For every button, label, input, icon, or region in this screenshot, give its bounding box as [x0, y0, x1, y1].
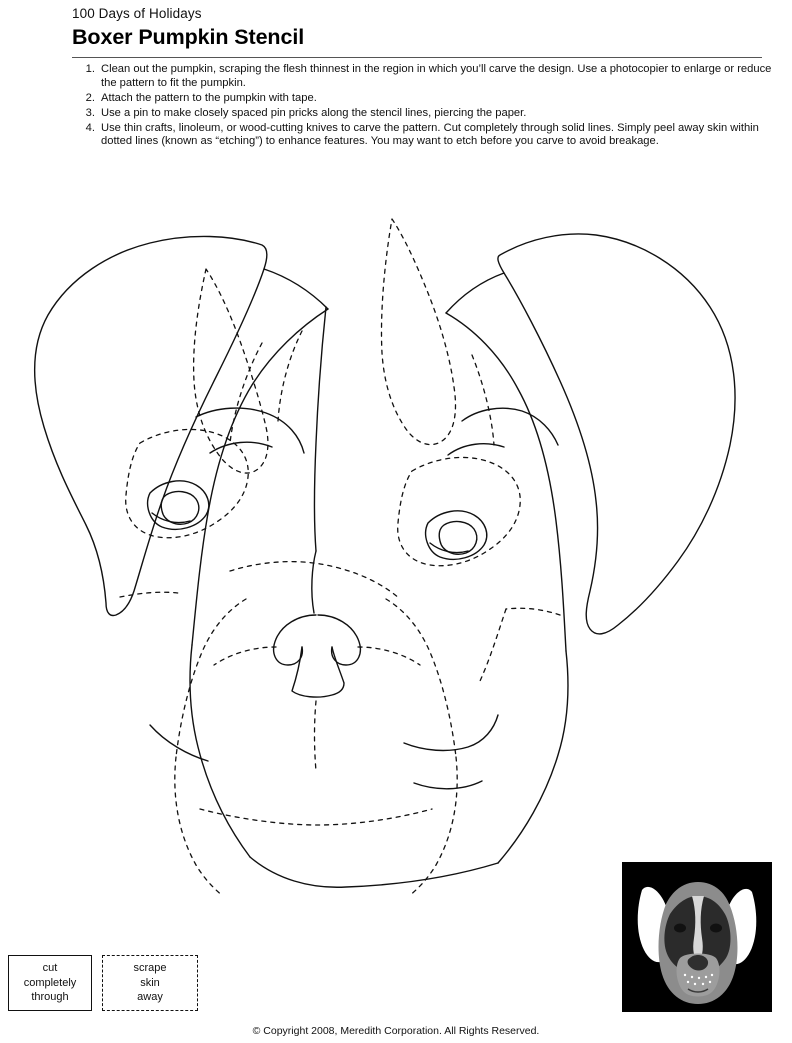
muzzle-bridge-line	[315, 307, 327, 551]
reference-photo	[622, 862, 772, 1012]
boxer-face-drawing	[0, 195, 792, 895]
right-cheek-fold	[414, 781, 482, 789]
legend-scrape-away	[102, 955, 198, 1011]
stencil-artwork	[0, 195, 792, 895]
photo-left-eye	[674, 924, 686, 933]
legend-cut-label	[9, 961, 91, 1005]
step-text: Use thin crafts, linoleum, or wood-cutting knives to carve the pattern. Cut completely through solid lines. Simply peel away skin within dotted lines (known as “etching”) to enhance features. You may want to etch before you carve to avoid breakage.	[101, 121, 759, 148]
right-brow-wrinkle	[462, 408, 558, 445]
copyright-notice: © Copyright 2008, Meredith Corporation. All Rights Reserved.	[252, 1025, 540, 1037]
forehead-left-etch-2	[278, 331, 302, 421]
nose-right-wing	[318, 615, 360, 665]
head-right-contour	[446, 313, 566, 651]
step-number: 3.	[85, 106, 95, 119]
step-text: Use a pin to make closely spaced pin pricks along the stencil lines, piercing the paper.	[101, 106, 527, 119]
header-divider	[72, 57, 762, 58]
right-brow-wrinkle-2	[448, 444, 504, 455]
step-text: Attach the pattern to the pumpkin with tape.	[101, 91, 317, 104]
right-whisker-pad-etch	[354, 757, 457, 895]
nose-left-wing	[274, 615, 316, 665]
right-eye-mask-etch	[398, 457, 521, 565]
left-whisker-pad-etch	[175, 757, 278, 895]
nose-right-etch	[358, 647, 420, 665]
step-number: 2.	[85, 91, 95, 104]
step-number: 1.	[85, 63, 95, 75]
right-inner-ear-etch	[381, 219, 455, 445]
nose-left-etch	[214, 647, 276, 665]
legend-scrape-line-3: away	[137, 991, 163, 1004]
right-ear-base-etch	[506, 608, 560, 615]
muzzle-mask-right-etch	[386, 599, 456, 757]
legend-cut-through	[8, 955, 92, 1011]
instructions-list	[78, 63, 778, 151]
legend-scrape-label	[103, 961, 197, 1005]
nose-bottom	[292, 647, 344, 697]
right-ear-outline	[498, 234, 735, 634]
right-cheek-etch	[480, 609, 506, 681]
legend-cut-line-3: through	[31, 991, 69, 1004]
legend-scrape-line-1: scrape	[133, 962, 167, 975]
forehead-right-etch	[472, 355, 494, 445]
step-text: Clean out the pumpkin, scraping the flesh thinnest in the region in which you’ll carve the design. Use a photocopier to enlarge or reduce the pattern to fit the pumpkin.	[101, 63, 772, 89]
muzzle-top-etch	[230, 562, 400, 599]
nose-bridge-connector	[312, 551, 316, 613]
left-brow-wrinkle	[196, 408, 304, 453]
chin-line	[250, 857, 498, 887]
left-eye-iris	[161, 492, 199, 525]
photo-right-eye	[710, 924, 722, 933]
legend-cut-line-1: cut	[42, 962, 58, 975]
list-item	[78, 107, 778, 121]
philtrum-etch	[315, 701, 317, 771]
boxer-photo-illustration	[622, 862, 772, 1012]
kicker-text: 100 Days of Holidays	[72, 6, 202, 21]
left-ear-base-etch	[120, 592, 178, 597]
right-eye-iris	[439, 522, 477, 555]
right-eye-lower-lid	[430, 543, 468, 553]
list-item	[78, 122, 778, 149]
left-jaw-line	[190, 645, 250, 857]
head-top-right-edge	[446, 273, 504, 313]
right-jaw-line	[498, 651, 568, 863]
list-item	[78, 92, 778, 106]
right-muzzle-fold	[404, 715, 498, 750]
page-title: Boxer Pumpkin Stencil	[72, 25, 305, 49]
head-left-contour	[192, 309, 328, 645]
legend-scrape-line-2: skin	[140, 976, 160, 989]
mouth-line-etch	[200, 809, 432, 825]
list-item	[78, 63, 778, 90]
left-muzzle-fold	[150, 725, 208, 761]
head-top-left-edge	[264, 269, 328, 309]
step-number: 4.	[85, 121, 95, 134]
legend-cut-line-2: completely	[23, 976, 77, 989]
page-header	[72, 6, 762, 57]
muzzle-mask-left-etch	[176, 599, 246, 757]
